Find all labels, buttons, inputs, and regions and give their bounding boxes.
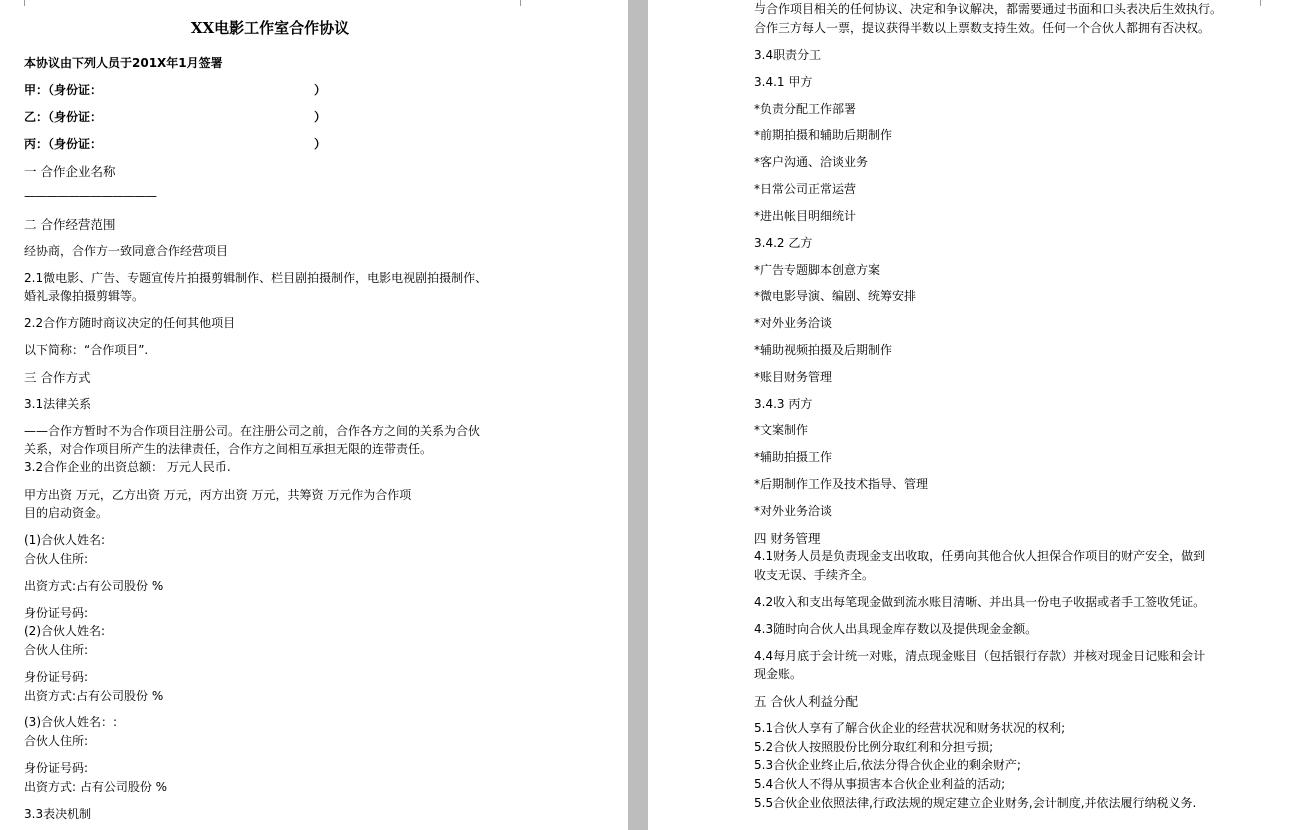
duty-a-4: *日常公司正常运营 bbox=[754, 182, 857, 196]
duty-a-1: *负责分配工作部署 bbox=[754, 102, 857, 116]
company-name-blank: ———————————— bbox=[24, 189, 156, 203]
partner-1-capital: 出资方式:占有公司股份 % bbox=[24, 579, 164, 593]
partner-1-id: 身份证号码: bbox=[24, 606, 89, 620]
clause-3-2: 3.2合作企业的出资总额： 万元人民币. bbox=[24, 460, 231, 474]
partner-1-address: 合伙人住所: bbox=[24, 552, 89, 566]
clause-3-3: 3.3表决机制 bbox=[24, 807, 92, 821]
clause-4-2: 4.2收入和支出每笔现金做到流水账目清晰、并出具一份电子收据或者手工签收凭证。 bbox=[754, 595, 1206, 609]
duty-b-3: *对外业务洽谈 bbox=[754, 316, 833, 330]
section-2-heading: 二 合作经营范围 bbox=[24, 217, 116, 232]
party-c-paren: ） bbox=[314, 137, 327, 151]
document-page-left bbox=[0, 0, 628, 830]
clause-5-2: 5.2合伙人按照股份比例分取红利和分担亏损; bbox=[754, 740, 994, 754]
partner-2-name: (2)合伙人姓名: bbox=[24, 624, 106, 638]
page-corner-mark bbox=[520, 0, 535, 6]
clause-4-1-line2: 收支无误、手续齐全。 bbox=[754, 568, 875, 582]
party-a-line bbox=[24, 81, 344, 100]
party-b-label: 乙：（身份证： bbox=[24, 110, 103, 124]
clause-4-1-line1: 4.1财务人员是负责现金支出收取，任勇向其他合伙人担保合作项目的财产安全，做到 bbox=[754, 549, 1206, 563]
clause-2-1-line2: 婚礼录像拍摄剪辑等。 bbox=[24, 289, 145, 303]
partner-3-address: 合伙人住所: bbox=[24, 734, 89, 748]
duty-c-2: *辅助拍摄工作 bbox=[754, 450, 833, 464]
clause-3-4-3: 3.4.3 丙方 bbox=[754, 397, 813, 411]
party-a-label: 甲：（身份证： bbox=[24, 83, 103, 97]
clause-2-2: 2.2合作方随时商议决定的任何其他项目 bbox=[24, 316, 236, 330]
clause-3-4-2: 3.4.2 乙方 bbox=[754, 236, 813, 250]
signing-statement: 本协议由下列人员于201X年1月签署 bbox=[24, 56, 223, 70]
section-5-heading: 五 合伙人利益分配 bbox=[754, 694, 858, 709]
duty-c-4: *对外业务洽谈 bbox=[754, 504, 833, 518]
clause-5-3: 5.3合伙企业终止后,依法分得合伙企业的剩余财产; bbox=[754, 758, 1021, 772]
section-4-heading: 四 财务管理 bbox=[754, 531, 821, 546]
party-b-paren: ） bbox=[314, 110, 327, 124]
duty-a-2: *前期拍摄和辅助后期制作 bbox=[754, 128, 893, 142]
clause-5-1: 5.1合伙人享有了解合伙企业的经营状况和财务状况的权利; bbox=[754, 721, 1066, 735]
clause-5-5: 5.5合伙企业依照法律,行政法规的规定建立企业财务,会计制度,并依法履行纳税义务. bbox=[754, 796, 1197, 810]
clause-3-1: 3.1法律关系 bbox=[24, 397, 92, 411]
clause-4-4-line1: 4.4每月底于会计统一对账，清点现金账目（包括银行存款）并核对现金日记账和会计 bbox=[754, 649, 1206, 663]
clause-4-4-line2: 现金账。 bbox=[754, 667, 803, 681]
voting-text-line1: 与合作项目相关的任何协议、决定和争议解决，都需要通过书面和口头表决后生效执行。 bbox=[754, 2, 1223, 16]
section-3-heading: 三 合作方式 bbox=[24, 370, 91, 385]
duty-c-3: *后期制作工作及技术指导、管理 bbox=[754, 477, 929, 491]
page-gutter bbox=[628, 0, 648, 830]
party-b-line bbox=[24, 108, 344, 127]
clause-3-4-1: 3.4.1 甲方 bbox=[754, 75, 813, 89]
page-corner-mark bbox=[10, 0, 25, 6]
clause-3-4: 3.4职责分工 bbox=[754, 48, 822, 62]
document-page-right bbox=[648, 0, 1313, 830]
clause-3-1-text1: ——合作方暂时不为合作项目注册公司。在注册公司之前，合作各方之间的关系为合伙 bbox=[24, 424, 481, 438]
clause-3-1-text2: 关系，对合作项目所产生的法律责任，合作方之间相互承担无限的连带责任。 bbox=[24, 442, 433, 456]
short-name-note: 以下简称：“合作项目”. bbox=[24, 343, 149, 357]
duty-c-1: *文案制作 bbox=[754, 423, 809, 437]
partner-2-id: 身份证号码: bbox=[24, 670, 89, 684]
duty-b-5: *账目财务管理 bbox=[754, 370, 833, 384]
partner-1-name: (1)合伙人姓名: bbox=[24, 533, 106, 547]
clause-3-2-text2: 目的启动资金。 bbox=[24, 506, 109, 520]
section-1-heading: 一 合作企业名称 bbox=[24, 164, 116, 179]
duty-a-5: *进出帐目明细统计 bbox=[754, 209, 857, 223]
partner-2-capital: 出资方式:占有公司股份 % bbox=[24, 689, 164, 703]
voting-text-line2: 合作三方每人一票，提议获得半数以上票数支持生效。任何一个合伙人都拥有否决权。 bbox=[754, 21, 1211, 35]
clause-5-4: 5.4合伙人不得从事损害本合伙企业利益的活动; bbox=[754, 777, 1006, 791]
party-c-line bbox=[24, 135, 344, 154]
section-2-intro: 经协商，合作方一致同意合作经营项目 bbox=[24, 244, 229, 258]
duty-b-4: *辅助视频拍摄及后期制作 bbox=[754, 343, 893, 357]
partner-2-address: 合伙人住所: bbox=[24, 643, 89, 657]
party-c-label: 丙：（身份证： bbox=[24, 137, 103, 151]
duty-b-2: *微电影导演、编剧、统筹安排 bbox=[754, 289, 917, 303]
partner-3-id: 身份证号码: bbox=[24, 761, 89, 775]
partner-3-name: (3)合伙人姓名：: bbox=[24, 715, 118, 729]
duty-a-3: *客户沟通、洽谈业务 bbox=[754, 155, 869, 169]
page-corner-mark bbox=[1260, 0, 1275, 6]
document-title: XX电影工作室合作协议 bbox=[190, 19, 350, 37]
duty-b-1: *广告专题脚本创意方案 bbox=[754, 263, 881, 277]
partner-3-capital: 出资方式: 占有公司股份 % bbox=[24, 780, 168, 794]
clause-3-2-text1: 甲方出资 万元，乙方出资 万元，丙方出资 万元，共筹资 万元作为合作项 bbox=[24, 488, 412, 502]
clause-2-1-line1: 2.1微电影、广告、专题宣传片拍摄剪辑制作、栏目剧拍摄制作，电影电视剧拍摄制作、 bbox=[24, 271, 488, 285]
party-a-paren: ） bbox=[314, 83, 327, 97]
clause-4-3: 4.3随时向合伙人出具现金库存数以及提供现金金额。 bbox=[754, 622, 1038, 636]
